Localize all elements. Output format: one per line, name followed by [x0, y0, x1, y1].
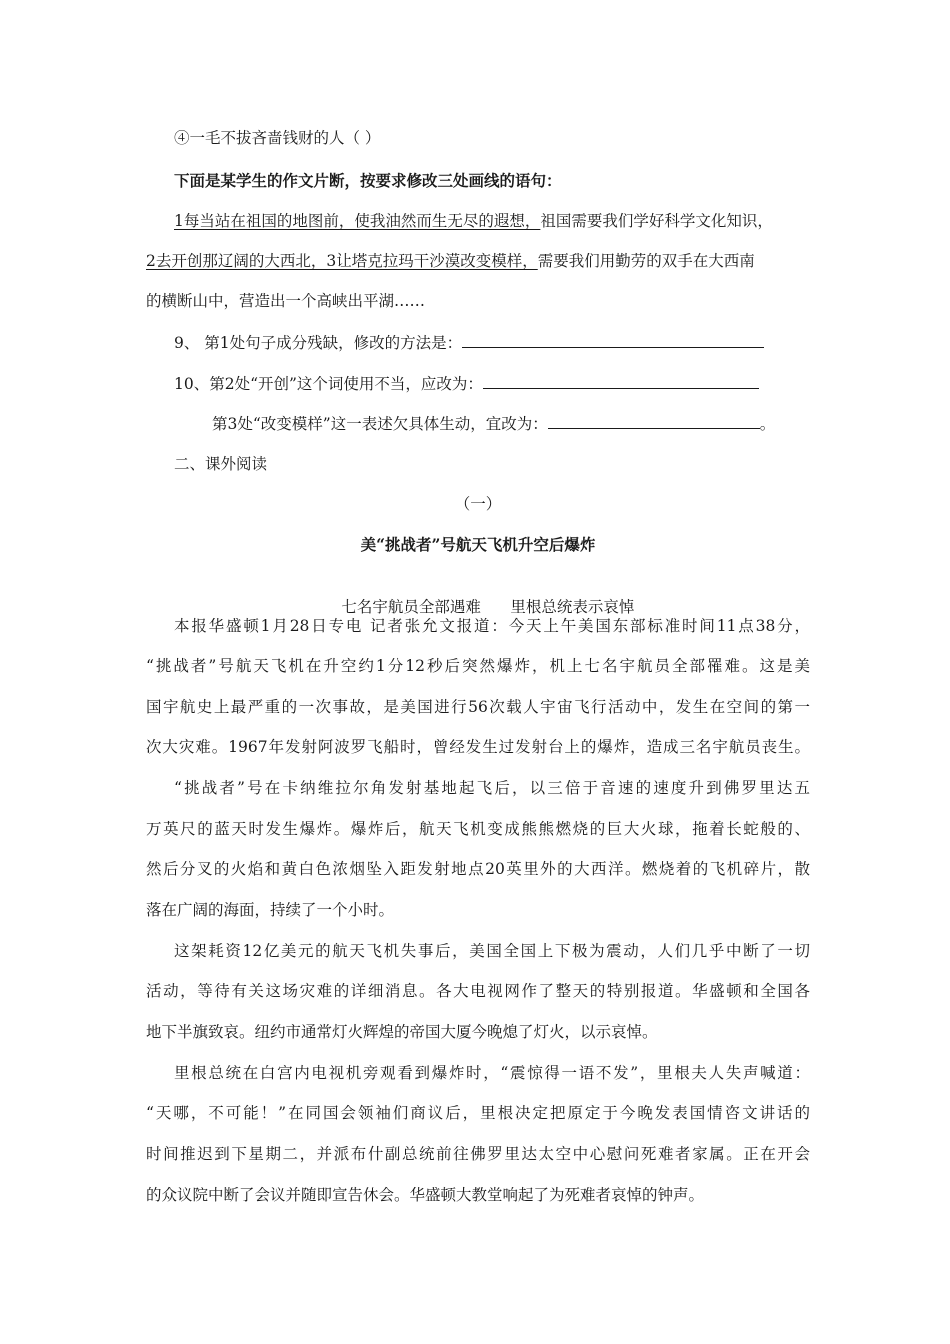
revision-instruction [174, 170, 838, 192]
article-para-2-line-2-text: 万英尺的蓝天时发生爆炸。爆炸后，航天飞机变成熊熊燃烧的巨大火球，拖着长蛇般的、 [146, 820, 810, 838]
article-para-4-line-3-text: 时间推迟到下星期二，并派布什副总统前往佛罗里达太空中心慰问死难者家属。正在开会 [146, 1145, 810, 1163]
essay-line-2 [146, 250, 810, 272]
option-4-text: ④一毛不拔吝啬钱财的人（ ） [174, 129, 381, 147]
question-10 [174, 372, 838, 394]
article-para-3-line-3 [146, 1021, 810, 1043]
article-para-2-line-3 [146, 858, 810, 880]
article-para-3-line-1-text: 这架耗资12亿美元的航天飞机失事后，美国全国上下极为震动，人们几乎中断了一切 [174, 942, 810, 960]
answer-blank-9[interactable] [462, 331, 764, 348]
article-para-4-line-2 [146, 1102, 810, 1124]
article-para-1-line-2-text: “挑战者”号航天飞机在升空约1分12秒后突然爆炸，机上七名宇航员全部罹难。这是美 [146, 657, 810, 675]
question-10-text: 10、第2处“开创”这个词使用不当，应改为： [174, 375, 483, 393]
article-para-1-line-4 [146, 736, 810, 758]
article-headline [146, 534, 810, 556]
essay-line-3 [146, 290, 810, 312]
article-subheadline-text: 七名宇航员全部遇难 里根总统表示哀悼 [341, 598, 635, 616]
essay-line-1-rest: 祖国需要我们学好科学文化知识， [540, 212, 773, 230]
underlined-sentence-1: 1每当站在祖国的地图前，使我油然而生无尽的遐想， [174, 212, 541, 230]
article-para-1-line-4-text: 次大灾难。1967年发射阿波罗飞船时，曾经发生过发射台上的爆炸，造成三名宇航员丧生。 [146, 738, 810, 756]
article-para-2-line-2 [146, 818, 810, 840]
article-para-1-line-3-text: 国宇航史上最严重的一次事故，是美国进行56次载人宇宙飞行活动中，发生在空间的第一 [146, 698, 810, 716]
question-10-part-3-text: 第3处“改变模样”这一表述欠具体生动，宜改为： [212, 415, 548, 433]
option-4-line [174, 127, 838, 149]
question-9-text: 9、 第1处句子成分残缺，修改的方法是： [174, 334, 463, 352]
article-para-2-line-1-text: “挑战者”号在卡纳维拉尔角发射基地起飞后，以三倍于音速的速度升到佛罗里达五 [174, 779, 810, 797]
article-para-1-line-2 [146, 655, 810, 677]
essay-line-2-rest: 需要我们用勤劳的双手在大西南 [537, 252, 755, 270]
section-heading [174, 453, 838, 475]
article-para-1-line-3 [146, 696, 810, 718]
question-9 [174, 331, 838, 353]
article-para-4-line-1-text: 里根总统在白宫内电视机旁观看到爆炸时，“震惊得一语不发”，里根夫人失声喊道： [174, 1064, 810, 1082]
dateline: 本报华盛顿1月28日专电 [174, 617, 364, 635]
article-para-1-line-1 [174, 615, 810, 637]
section-heading-text: 二、课外阅读 [174, 455, 268, 473]
article-para-4-line-2-text: “天哪，不可能！”在同国会领袖们商议后，里根决定把原定于今晚发表国情咨文讲话的 [146, 1104, 810, 1122]
essay-line-3-text: 的横断山中，营造出一个高峡出平湖…… [146, 292, 426, 310]
article-headline-text: 美“挑战者”号航天飞机升空后爆炸 [360, 535, 596, 554]
revision-instruction-text: 下面是某学生的作文片断，按要求修改三处画线的语句： [174, 171, 562, 190]
article-para-3-line-2 [146, 980, 810, 1002]
article-para-4-line-3 [146, 1143, 810, 1165]
article-para-3-line-1 [174, 940, 810, 962]
answer-blank-10-part-3[interactable] [548, 412, 760, 429]
underlined-sentence-2-3: 2去开创那辽阔的大西北，3让塔克拉玛干沙漠改变模样， [146, 252, 538, 270]
passage-number-text: （一） [454, 495, 502, 513]
article-para-2-line-4 [146, 899, 810, 921]
article-para-4-line-4-text: 的众议院中断了会议并随即宣告休会。华盛顿大教堂响起了为死难者哀悼的钟声。 [146, 1186, 705, 1204]
article-para-2-line-4-text: 落在广阔的海面，持续了一个小时。 [146, 901, 395, 919]
answer-blank-10[interactable] [483, 372, 759, 389]
question-10-part-3-end: 。 [759, 415, 776, 433]
passage-number [146, 493, 810, 515]
essay-line-1 [174, 210, 838, 232]
article-para-4-line-4 [146, 1184, 810, 1206]
article-para-1-line-1-text: 记者张允文报道：今天上午美国东部标准时间11点38分， [370, 617, 810, 635]
article-para-4-line-1 [174, 1062, 810, 1084]
article-para-2-line-3-text: 然后分叉的火焰和黄白色浓烟坠入距发射地点20英里外的大西洋。燃烧着的飞机碎片，散 [146, 860, 810, 878]
article-para-2-line-1 [174, 777, 810, 799]
article-subheadline [146, 574, 810, 616]
question-10-part-3 [212, 412, 876, 434]
article-para-3-line-3-text: 地下半旗致哀。纽约市通常灯火辉煌的帝国大厦今晚熄了灯火，以示哀悼。 [146, 1023, 658, 1041]
article-para-3-line-2-text: 活动，等待有关这场灾难的详细消息。各大电视网作了整天的特别报道。华盛顿和全国各 [146, 982, 810, 1000]
